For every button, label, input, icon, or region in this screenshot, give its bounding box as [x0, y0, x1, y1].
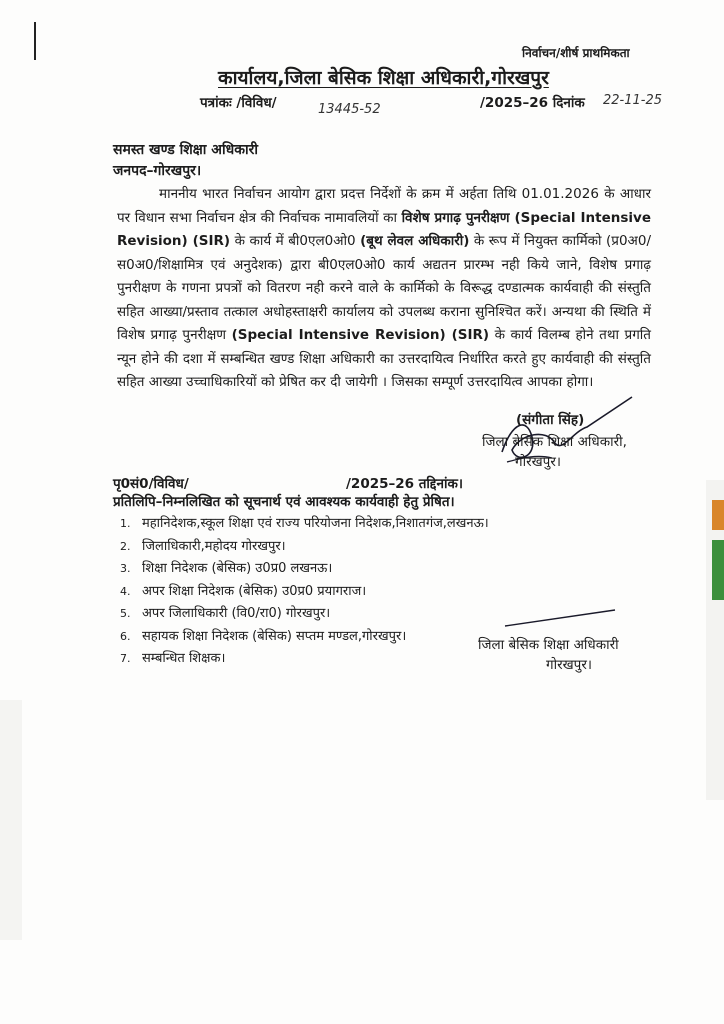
body-text-part: के कार्य में बी0एल0ओ0 [230, 233, 361, 249]
list-item [120, 603, 489, 626]
list-item-number: 3. [120, 562, 131, 575]
margin-pen-mark [34, 22, 36, 60]
copy-recipient-list [120, 513, 489, 671]
body-bold-part: (Special Intensive Revision) (SIR) [231, 327, 490, 343]
letter-number-label: पत्रांकः /विविध/ [200, 95, 277, 111]
addressee-district: जनपद–गोरखपुर। [113, 163, 202, 179]
list-item-text: सहायक शिक्षा निदेशक (बेसिक) सप्तम मण्डल,गोरखपुर। [142, 628, 407, 644]
list-item-number: 1. [120, 517, 131, 530]
addressee-line: समस्त खण्ड शिक्षा अधिकारी [113, 142, 258, 158]
letter-number-handwritten: 13445-52 [318, 102, 381, 117]
list-item [120, 513, 489, 536]
list-item-number: 4. [120, 584, 131, 598]
body-text-part: माननीय भारत निर्वाचन आयोग द्वारा प्रदत्त निर्देशों के क्रम में अर्हता तिथि 01.01.2026 के आधार पर विधान सभा निर्वाचन क्षेत्र की निर्वाचक नामावलियों का [117, 186, 651, 226]
list-item [120, 648, 489, 671]
body-bold-part: विशेष प्रगाढ़ पुनरीक्षण (Special Intensive Revision) (SIR) [117, 209, 651, 249]
list-item-number: 6. [120, 629, 131, 643]
list-item-text: शिक्षा निदेशक (बेसिक) उ0प्र0 लखनऊ। [142, 561, 333, 576]
list-item [120, 536, 489, 559]
list-item-text: अपर शिक्षा निदेशक (बेसिक) उ0प्र0 प्रयागराज। [142, 583, 367, 599]
footer-designation: जिला बेसिक शिक्षा अधिकारी [478, 637, 619, 653]
list-item-text: जिलाधिकारी,महोदय गोरखपुर। [142, 538, 286, 554]
adjacent-page-color-strip [712, 500, 724, 530]
body-text-part: के रूप में नियुक्त कार्मिको (प्र0अ0/स0अ0/शिक्षामित्र एवं अनुदेशक) द्वारा बी0एल0ओ0 कार्य अद्यतन प्रारम्भ नही किये जाने, विशेष प्रगाढ़ पुनरीक्षण के गणना प्रपत्रों को वितरण नही करने वाले के कार्मिको के विरूद्ध दण्डात्मक कार्यवाही की संस्तुति सहित आख्या/प्रस्ताव तत्काल अधोहस्ताक्षरी कार्यालय को उपलब्ध कराना सुनिश्चित करें। अन्यथा की स्थिति में विशेष प्रगाढ़ पुनरीक्षण [117, 233, 652, 343]
letter-session-date-label: /2025–26 दिनांक [480, 95, 585, 111]
footer-place: गोरखपुर। [546, 657, 592, 673]
copy-reference-session: /2025–26 तद्दिनांक। [346, 476, 463, 492]
list-item-number: 2. [120, 539, 131, 553]
list-item [120, 626, 489, 649]
letter-body [117, 183, 651, 395]
list-item-text: अपर जिलाधिकारी (वि0/रा0) गोरखपुर। [142, 606, 331, 621]
body-bold-part: (बूथ लेवल अधिकारी) [360, 233, 470, 249]
letter-date-handwritten: 22-11-25 [603, 93, 663, 108]
body-text-part: के कार्य विलम्ब होने तथा प्रगति न्यून होने की दशा में सम्बन्धित खण्ड शिक्षा अधिकारी का उत्तरदायित्व निर्धारित करते हुए कार्यवाही की संस्तुति सहित आख्या उच्चाधिकारियों को प्रेषित कर दी जायेगी । जिसका सम्पूर्ण उत्तरदायित्व आपका होगा। [117, 327, 651, 390]
list-item-number: 7. [120, 652, 131, 665]
list-item [120, 558, 489, 581]
priority-tag: निर्वाचन/शीर्ष प्राथमिकता [522, 46, 630, 60]
list-item-text: महानिदेशक,स्कूल शिक्षा एवं राज्य परियोजना निदेशक,निशातगंज,लखनऊ। [142, 516, 489, 531]
footer-signature-stroke [500, 606, 620, 630]
list-item-text: सम्बन्धित शिक्षक। [142, 651, 226, 666]
copy-heading: प्रतिलिपि–निम्नलिखित को सूचनार्थ एवं आवश्यक कार्यवाही हेतु प्रेषित। [113, 494, 455, 510]
signatory-place: गोरखपुर। [515, 454, 561, 470]
copy-reference-label: पृ0सं0/विविध/ [113, 476, 189, 492]
list-item [120, 581, 489, 604]
adjacent-page-color-strip [712, 540, 724, 600]
signatory-designation: जिला बेसिक शिक्षा अधिकारी, [482, 434, 627, 450]
list-item-number: 5. [120, 607, 131, 620]
signatory-name: (संगीता सिंह) [516, 412, 585, 428]
office-title: कार्यालय,जिला बेसिक शिक्षा अधिकारी,गोरखपुर [218, 67, 549, 89]
adjacent-page-edge-left [0, 700, 22, 940]
